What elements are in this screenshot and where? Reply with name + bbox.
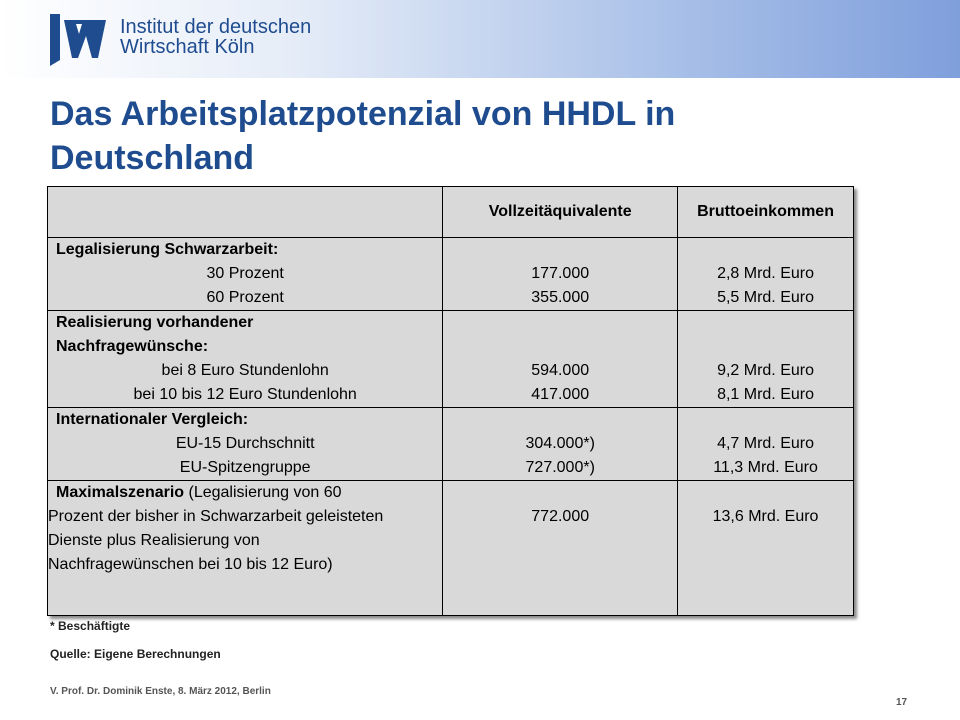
income-value: 9,2 Mrd. Euro (717, 362, 814, 379)
income-value: 2,8 Mrd. Euro (717, 265, 814, 282)
table-row (48, 408, 854, 481)
fte-value: 304.000*) (525, 435, 595, 452)
income-cell (678, 238, 854, 311)
fte-cell (443, 408, 678, 481)
income-value: 4,7 Mrd. Euro (717, 435, 814, 452)
income-value: 13,6 Mrd. Euro (712, 508, 819, 525)
income-cell (678, 408, 854, 481)
data-table (47, 186, 854, 616)
logo-text (120, 17, 311, 57)
source-note: Quelle: Eigene Berechnungen (50, 647, 221, 661)
footnote: * Beschäftigte (50, 619, 131, 633)
row-label-cell (48, 311, 443, 408)
page-title: Das Arbeitsplatzpotenzial von HHDL in Deutschland (50, 95, 676, 177)
row-label-cell (48, 408, 443, 481)
fte-cell (443, 238, 678, 311)
group-label: Legalisierung Schwarzarbeit: (56, 241, 279, 258)
table-header-row (48, 187, 854, 238)
footer-text: V. Prof. Dr. Dominik Enste, 8. März 2012, Berlin (50, 686, 271, 697)
scenario-title: Maximalszenario (56, 484, 185, 501)
item-label: 60 Prozent (206, 289, 284, 306)
fte-value: 417.000 (531, 386, 590, 403)
item-label: EU-15 Durchschnitt (175, 435, 315, 452)
scenario-text: Nachfragewünschen bei 10 bis 12 Euro) (48, 556, 333, 573)
fte-cell (443, 311, 678, 408)
page-number: 17 (896, 697, 908, 708)
row-label-cell (48, 238, 443, 311)
header-cell-fte: Vollzeitäquivalente (443, 187, 678, 238)
table-row (48, 481, 854, 616)
scenario-text: Prozent der bisher in Schwarzarbeit geleisteten (48, 508, 384, 525)
income-cell (678, 481, 854, 616)
table-row (48, 311, 854, 408)
item-label: bei 8 Euro Stundenlohn (161, 362, 329, 379)
item-label: EU-Spitzengruppe (179, 459, 311, 476)
header-cell-income: Bruttoeinkommen (678, 187, 854, 238)
fte-cell (443, 481, 678, 616)
iw-logo-icon (48, 10, 108, 68)
row-label-cell (48, 481, 443, 616)
income-value: 11,3 Mrd. Euro (713, 459, 818, 476)
fte-value: 772.000 (531, 508, 590, 525)
income-value: 8,1 Mrd. Euro (717, 386, 814, 403)
fte-value: 594.000 (531, 362, 590, 379)
scenario-text: Dienste plus Realisierung von (48, 532, 260, 549)
logo-line-1: Institut der deutschen (120, 16, 312, 38)
fte-value: 177.000 (531, 265, 590, 282)
fte-value: 727.000*) (525, 459, 595, 476)
group-label: Internationaler Vergleich: (56, 411, 249, 428)
item-label: 30 Prozent (206, 265, 284, 282)
scenario-text: (Legalisierung von 60 (184, 484, 342, 501)
group-label (48, 481, 442, 505)
item-label: bei 10 bis 12 Euro Stundenlohn (133, 386, 357, 403)
logo-line-2: Wirtschaft Köln (120, 36, 255, 58)
group-label: Nachfragewünsche: (56, 338, 209, 355)
header-cell-empty (48, 187, 443, 238)
table-row (48, 238, 854, 311)
fte-value: 355.000 (531, 289, 590, 306)
income-value: 5,5 Mrd. Euro (717, 289, 814, 306)
income-cell (678, 311, 854, 408)
group-label: Realisierung vorhandener (56, 314, 254, 331)
